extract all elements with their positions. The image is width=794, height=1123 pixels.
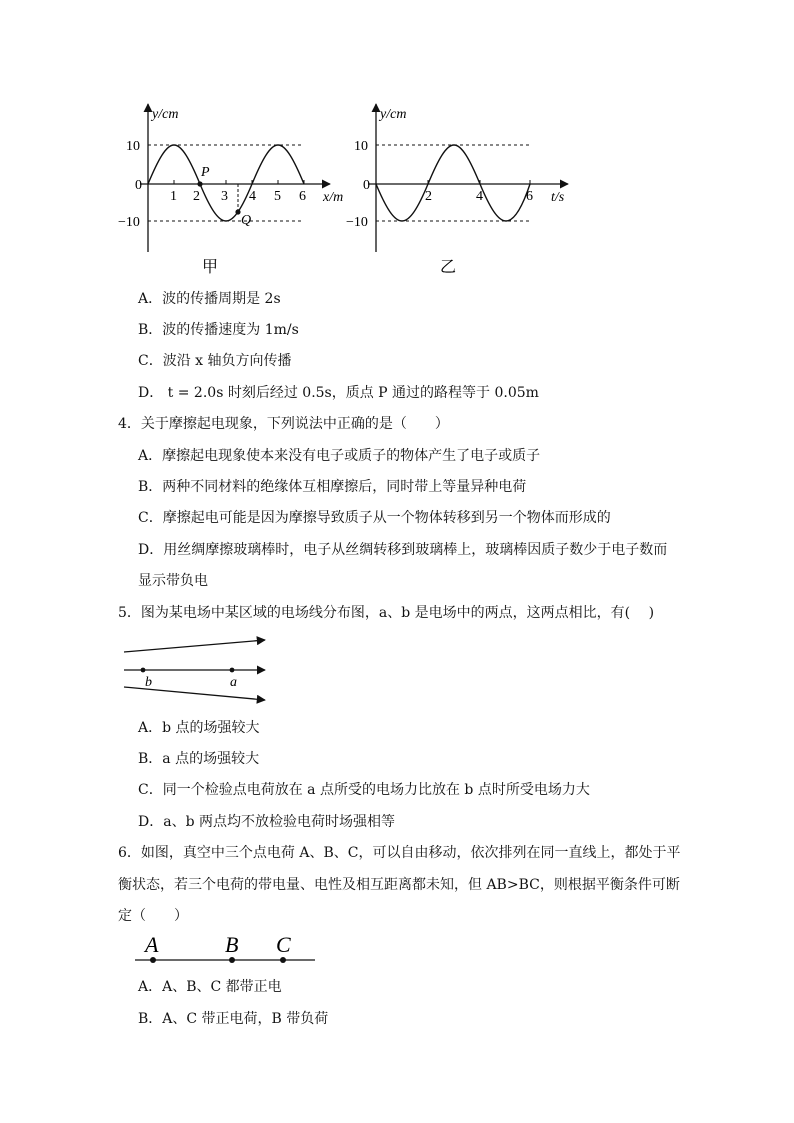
yi-ytick-10: 10 (354, 139, 368, 154)
q4-option-d-cont: 显示带负电 (138, 573, 208, 589)
point-q-marker (235, 209, 240, 214)
q3-option-a: A．波的传播周期是 2s (138, 291, 281, 307)
q4-stem: 4．关于摩擦起电现象，下列说法中正确的是（ ） (118, 416, 449, 432)
point-p-label: P (201, 165, 210, 180)
q3-option-d: D． t = 2.0s 时刻后经过 0.5s，质点 P 通过的路程等于 0.05m (138, 385, 539, 401)
q6-stem-line2: 衡状态，若三个电荷的带电量、电性及相互距离都未知，但 AB>BC，则根据平衡条件可断 (118, 877, 680, 893)
q3-option-c: C．波沿 x 轴负方向传播 (138, 353, 292, 369)
jia-xtick-1: 1 (170, 189, 177, 204)
point-b-marker (141, 668, 146, 673)
jia-caption: 甲 (202, 259, 219, 276)
q5-option-a: A．b 点的场强较大 (138, 720, 260, 736)
q4-option-a: A．摩擦起电现象使本来没有电子或质子的物体产生了电子或质子 (138, 448, 541, 464)
point-q-label: Q (241, 213, 252, 228)
jia-x-label: x/m (323, 190, 344, 205)
charge-a-marker (150, 957, 156, 963)
jia-ytick-0: 0 (135, 178, 142, 193)
charge-b-label: B (225, 932, 239, 957)
charges-diagram (125, 928, 325, 970)
jia-xtick-3: 3 (221, 189, 228, 204)
jia-y-label: y/cm (152, 107, 179, 122)
jia-xtick-6: 6 (299, 189, 306, 204)
jia-xtick-5: 5 (274, 189, 281, 204)
yi-ytick-0: 0 (363, 178, 370, 193)
jia-xtick-2: 2 (193, 189, 200, 204)
point-p-marker (197, 181, 202, 186)
yi-caption: 乙 (440, 259, 457, 276)
q4-option-c: C．摩擦起电可能是因为摩擦导致质子从一个物体转移到另一个物体而形成的 (138, 510, 611, 526)
point-a-label: a (230, 675, 237, 690)
charge-c-label: C (276, 932, 291, 957)
q5-option-b: B．a 点的场强较大 (138, 751, 260, 767)
jia-xtick-4: 4 (249, 189, 256, 204)
yi-wave-curve (376, 145, 530, 221)
q3-option-b: B．波的传播速度为 1m/s (138, 322, 299, 338)
jia-ytick-neg10: −10 (118, 215, 140, 230)
q6-option-b: B．A、C 带正电荷，B 带负荷 (138, 1011, 329, 1027)
q5-stem: 5．图为某电场中某区域的电场线分布图，a、b 是电场中的两点，这两点相比，有( ) (118, 605, 655, 621)
yi-xtick-6: 6 (526, 189, 533, 204)
q4-option-d: D．用丝绸摩擦玻璃棒时，电子从丝绸转移到玻璃棒上，玻璃棒因质子数少于电子数而 (138, 542, 668, 558)
q4-option-b: B．两种不同材料的绝缘体互相摩擦后，同时带上等量异种电荷 (138, 479, 527, 495)
charge-b-marker (229, 957, 235, 963)
yi-y-label: y/cm (380, 107, 407, 122)
q6-option-a: A．A、B、C 都带正电 (138, 979, 282, 995)
jia-ytick-10: 10 (126, 139, 140, 154)
yi-ytick-neg10: −10 (346, 215, 368, 230)
point-b-label: b (145, 675, 152, 690)
yi-xtick-2: 2 (425, 189, 432, 204)
yi-x-label: t/s (551, 190, 565, 205)
q6-stem-line3: 定（ ） (118, 908, 188, 924)
wave-graph-jia (0, 0, 794, 300)
q5-option-d: D．a、b 两点均不放检验电荷时场强相等 (138, 814, 395, 830)
charge-c-marker (280, 957, 286, 963)
point-a-marker (230, 668, 235, 673)
charge-a-label: A (145, 932, 159, 957)
electric-field-diagram (110, 630, 290, 710)
yi-xtick-4: 4 (476, 189, 483, 204)
q6-stem-line1: 6．如图，真空中三个点电荷 A、B、C，可以自由移动，依次排列在同一直线上，都处于平 (118, 845, 681, 861)
q5-option-c: C．同一个检验点电荷放在 a 点所受的电场力比放在 b 点时所受电场力大 (138, 782, 590, 798)
field-line-top (124, 640, 265, 652)
